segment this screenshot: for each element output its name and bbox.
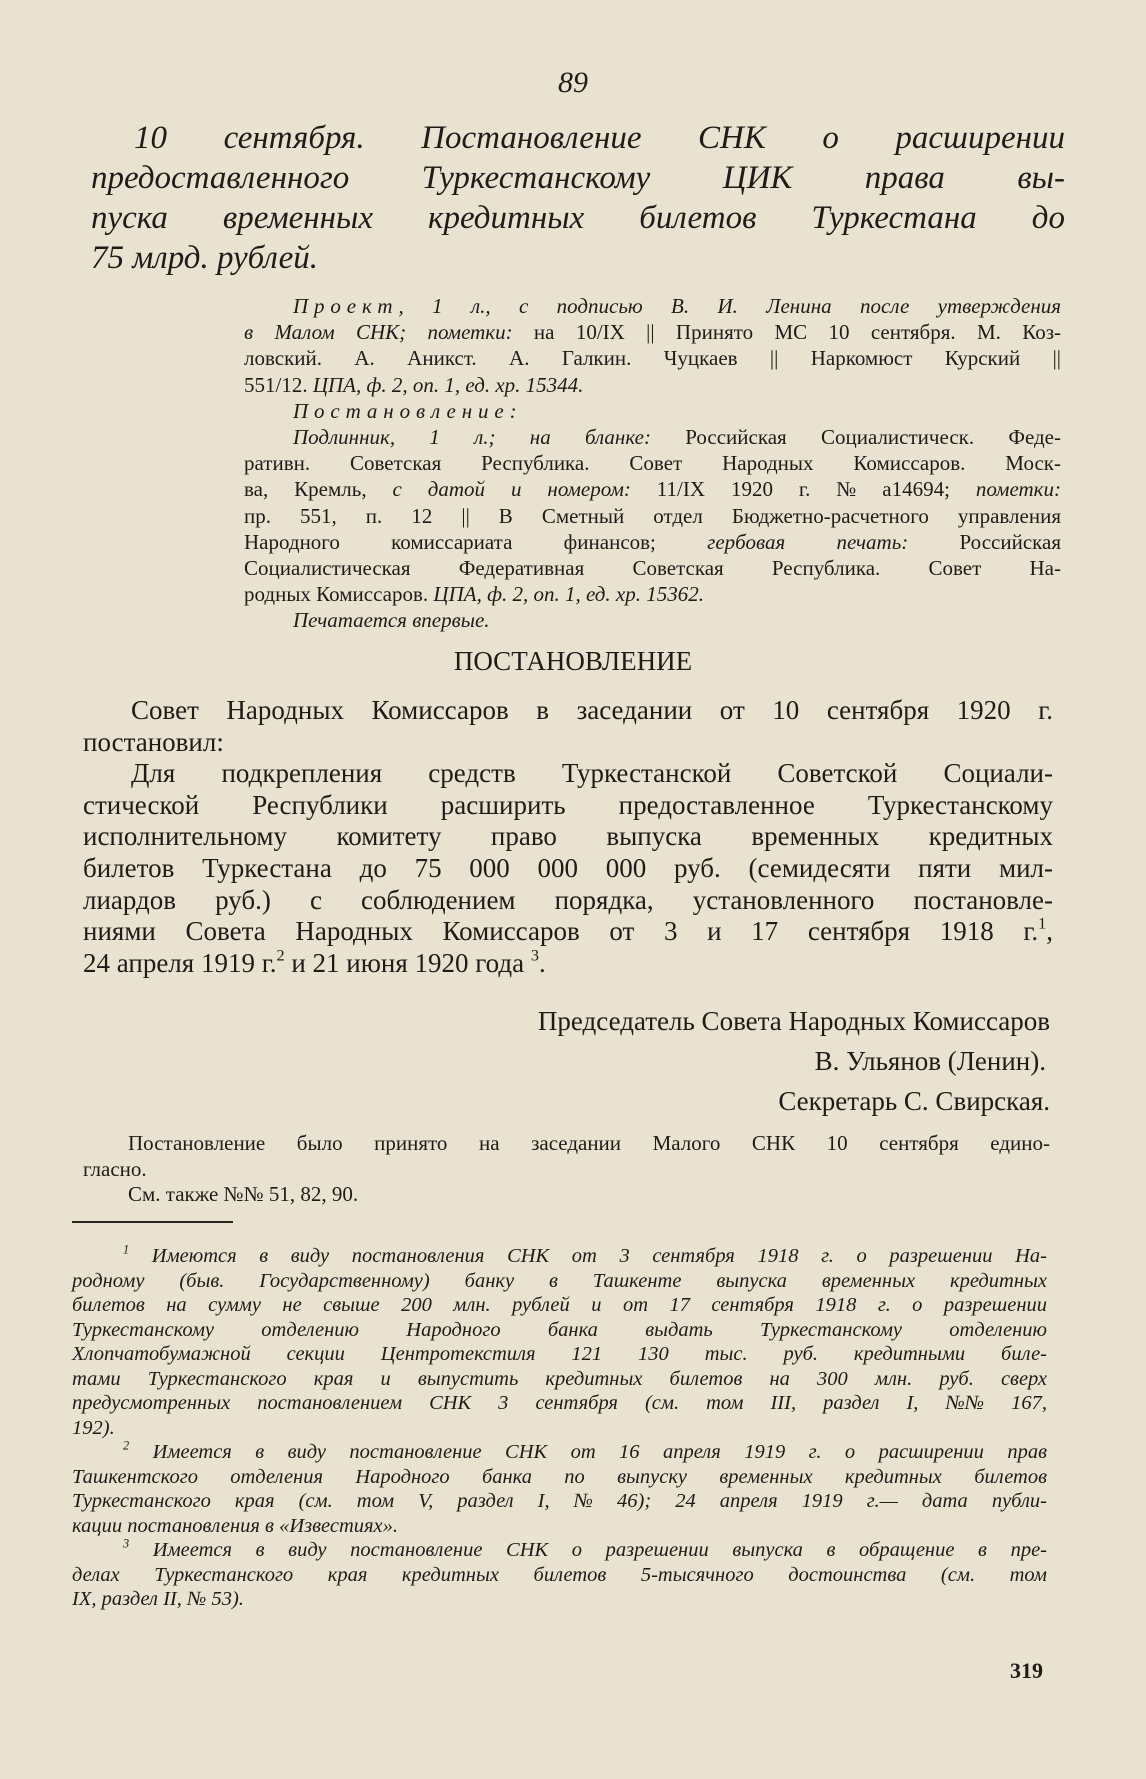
page-number-top: 89	[558, 66, 588, 99]
text-segment: ловский. А. Аникст. А. Галкин. Чуцкаев || Наркомюст Курский ||	[244, 346, 1061, 371]
text-segment: тами Туркестанского края и выпустить кредитных билетов на 300 млн. руб. сверх	[72, 1367, 1047, 1390]
text-segment: 10 сентября. Постановление СНК о расширении	[134, 120, 1065, 156]
footnote-marker: 2	[123, 1438, 130, 1453]
footnote-marker: 3	[530, 946, 539, 965]
text-segment: пометки:	[975, 477, 1061, 502]
text-segment: Туркестанскому отделению Народного банка выдать Туркестанскому отделению	[72, 1318, 1047, 1341]
text-segment: Имеется в виду постановление СНК от 16 апреля 1919 г. о расширении прав	[129, 1441, 1047, 1463]
text-segment: исполнительному комитету право выпуска временных кредитных	[83, 821, 1053, 852]
text-segment: Для подкрепления средств Туркестанской Советской Социали-	[131, 758, 1053, 789]
chairman-title: Председатель Совета Народных Комиссаров	[537, 1006, 1050, 1036]
text-segment: ЦПА, ф. 2, оп. 1, ед. хр. 15344.	[312, 372, 584, 397]
text-segment: постановил:	[83, 726, 224, 757]
text-line	[72, 1563, 1047, 1588]
text-segment: на 10/IX || Принято МС 10 сентября. М. Коз-	[512, 320, 1061, 345]
text-segment: Печатается впервые.	[293, 608, 490, 633]
footnote-marker: 1	[123, 1242, 130, 1257]
footnotes	[72, 1244, 1047, 1612]
text-segment: .	[538, 947, 546, 978]
text-line	[72, 1293, 1047, 1318]
text-line	[91, 198, 1065, 238]
text-segment: лиардов руб.) с соблюдением порядка, установленного постановле-	[83, 884, 1053, 915]
text-segment: в Малом СНК; пометки:	[244, 320, 513, 345]
text-line	[72, 1440, 1047, 1465]
text-line	[244, 581, 1061, 607]
footnote-marker: 1	[1038, 914, 1047, 933]
text-segment: Постановление:	[293, 398, 523, 423]
text-line	[72, 1318, 1047, 1343]
text-segment: кации постановления в «Известиях».	[72, 1514, 399, 1537]
text-segment: ративн. Советская Республика. Совет Народных Комиссаров. Моск-	[244, 451, 1061, 476]
text-line	[91, 118, 1065, 158]
text-segment: Российская	[908, 529, 1061, 554]
text-segment: ва, Кремль,	[244, 477, 393, 502]
text-segment: Ташкентского отделения Народного банка по выпуску временных кредитных билетов	[72, 1465, 1047, 1488]
text-segment: предусмотренных постановлением СНК 3 сентября (см. том III, раздел I, №№ 167,	[72, 1392, 1047, 1414]
text-line	[83, 1182, 1050, 1208]
page-number-bottom: 319	[1010, 1658, 1043, 1683]
text-segment: IX, раздел II, № 53).	[72, 1588, 244, 1610]
text-segment: пр. 551, п. 12 || В Сметный отдел Бюджетно-расчетного управления	[244, 503, 1061, 528]
text-segment: Хлопчатобумажной секции Центротекстиля 121 130 тыс. руб. кредитными биле-	[72, 1343, 1047, 1365]
text-segment: 551/12.	[244, 372, 313, 397]
text-line	[72, 1514, 1047, 1539]
text-segment: , 1 л., с подписью В. И. Ленина после утверждения	[398, 294, 1061, 318]
text-line	[83, 821, 1053, 853]
text-segment: стической Республики расширить предоставленное Туркестанскому	[83, 789, 1053, 820]
text-segment: и 21 июня 1920 года	[284, 947, 531, 978]
text-line	[244, 555, 1061, 581]
text-line	[244, 424, 1061, 450]
text-segment: билетов Туркестана до 75 000 000 000 руб. (семидесяти пяти мил-	[83, 852, 1053, 883]
text-line	[83, 695, 1053, 727]
archival-source-notes	[244, 293, 1061, 634]
text-line	[72, 1342, 1047, 1367]
text-segment: с датой и номером:	[392, 477, 631, 502]
text-line	[83, 948, 1053, 980]
text-line	[72, 1538, 1047, 1563]
text-segment: Проект	[293, 294, 399, 318]
text-segment: 24 апреля 1919 г.	[83, 947, 277, 978]
text-line	[83, 758, 1053, 790]
text-segment: 75 млрд. рублей.	[91, 240, 319, 276]
text-line	[244, 345, 1061, 371]
chairman-name: В. Ульянов (Ленин).	[814, 1046, 1046, 1076]
text-segment: родных Комиссаров.	[244, 582, 434, 607]
text-segment: родному (быв. Государственному) банку в Ташкенте выпуска временных кредитных	[72, 1269, 1047, 1292]
text-segment: Социалистическая Федеративная Советская Республика. Совет На-	[244, 556, 1061, 581]
text-line	[244, 503, 1061, 529]
text-line	[72, 1269, 1047, 1294]
text-line	[83, 727, 1053, 759]
text-segment: Имеются в виду постановления СНК от 3 сентября 1918 г. о разрешении На-	[129, 1245, 1047, 1267]
secretary-signature: Секретарь С. Свирская.	[778, 1086, 1050, 1116]
text-segment: 192).	[72, 1416, 115, 1439]
text-segment: Народного комиссариата финансов;	[244, 529, 708, 554]
text-line	[244, 293, 1061, 319]
text-segment: Постановление было принято на заседании Малого СНК 10 сентября едино-	[128, 1131, 1050, 1155]
text-segment: ниями Совета Народных Комиссаров от 3 и 17 сентября 1918 г.	[83, 916, 1039, 947]
signatures	[83, 1001, 1050, 1121]
text-line	[72, 1587, 1047, 1612]
text-line	[244, 607, 1061, 633]
text-segment: предоставленного Туркестанскому ЦИК права вы-	[91, 160, 1065, 196]
text-segment: 11/IX 1920 г. № а14694;	[630, 477, 976, 502]
text-line	[83, 1157, 1050, 1183]
text-line	[244, 476, 1061, 502]
text-segment: делах Туркестанского края кредитных билетов 5-тысячного достоинства (см. том	[72, 1563, 1047, 1586]
text-line	[72, 1416, 1047, 1441]
text-line	[91, 158, 1065, 198]
text-segment: билетов на сумму не свыше 200 млн. рублей и от 17 сентября 1918 г. о разрешении	[72, 1294, 1047, 1316]
text-line	[72, 1465, 1047, 1490]
text-line	[83, 885, 1053, 917]
text-segment: Имеется в виду постановление СНК о разрешении выпуска в обращение в пре-	[129, 1539, 1047, 1561]
text-line	[83, 853, 1053, 885]
text-segment: гласно.	[83, 1156, 147, 1181]
text-line	[244, 398, 1061, 424]
decree-title: ПОСТАНОВЛЕНИЕ	[453, 646, 693, 676]
decree-body	[83, 695, 1053, 979]
text-segment: Совет Народных Комиссаров в заседании от 10 сентября 1920 г.	[131, 695, 1053, 725]
text-segment: Российская Социалистическ. Феде-	[650, 425, 1061, 450]
text-line	[83, 916, 1053, 948]
text-segment: Подлинник, 1 л.; на бланке:	[293, 425, 651, 450]
text-line	[244, 450, 1061, 476]
text-line	[244, 319, 1061, 345]
text-segment: ЦПА, ф. 2, оп. 1, ед. хр. 15362.	[433, 582, 704, 607]
text-line	[72, 1244, 1047, 1269]
text-segment: пуска временных кредитных билетов Туркестана до	[91, 200, 1065, 236]
text-segment: ,	[1046, 916, 1053, 947]
text-line	[72, 1367, 1047, 1392]
text-line	[72, 1391, 1047, 1416]
text-line	[244, 529, 1061, 555]
text-line	[72, 1489, 1047, 1514]
text-line	[83, 790, 1053, 822]
text-line	[83, 1131, 1050, 1157]
text-segment: Туркестанского края (см. том V, раздел I, № 46); 24 апреля 1919 г.— дата публи-	[72, 1490, 1047, 1512]
footnote-divider	[72, 1221, 233, 1223]
text-line	[91, 238, 1065, 278]
footnote-marker: 2	[276, 946, 285, 965]
text-segment: гербовая печать:	[707, 529, 909, 554]
text-segment: См. также №№ 51, 82, 90.	[128, 1182, 359, 1206]
adoption-note	[83, 1131, 1050, 1208]
footnote-marker: 3	[123, 1536, 130, 1551]
text-line	[244, 372, 1061, 398]
document-heading	[91, 118, 1065, 278]
